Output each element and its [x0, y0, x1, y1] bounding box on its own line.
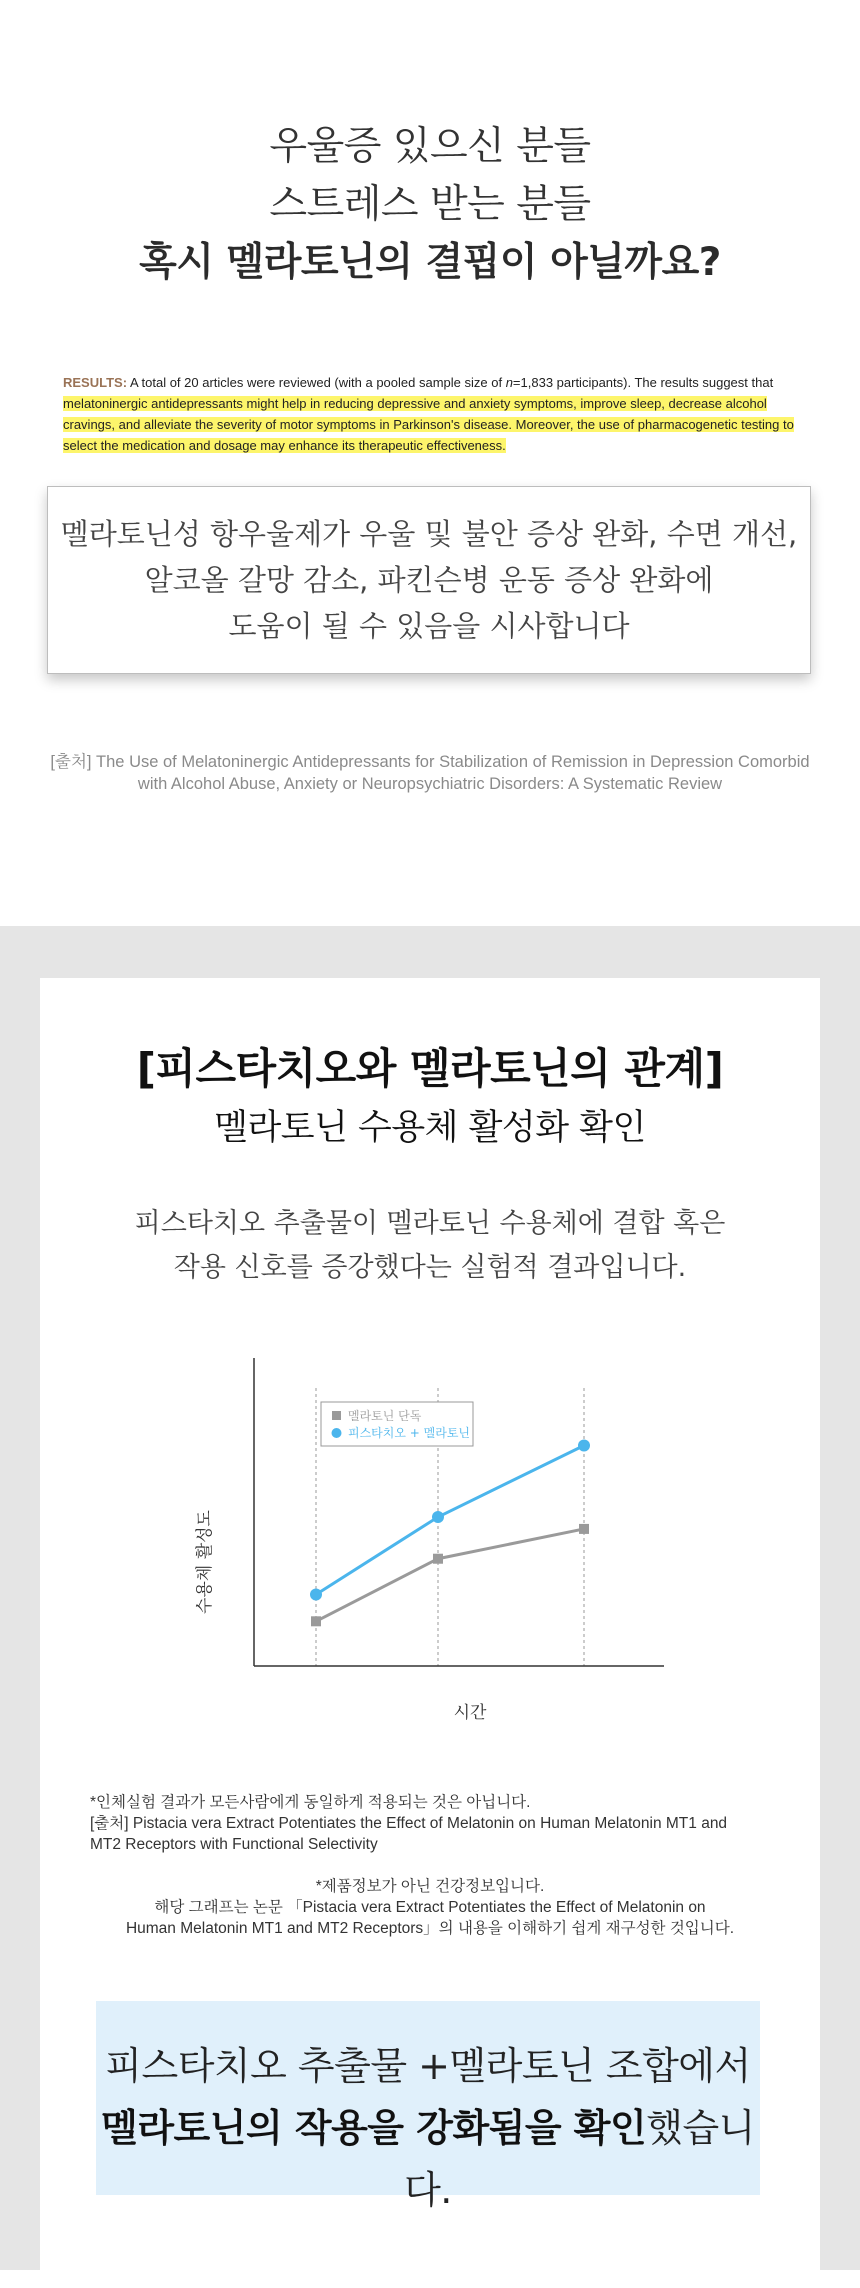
relation-section — [0, 926, 860, 2270]
data-point-s2-2 — [432, 1511, 444, 1523]
results-highlight: melatoninergic antidepressants might help in reducing depressive and anxiety symptoms, improve sleep, decrease alcohol cravings, and alleviate the severity of motor symptoms in Parkinson's disease. Moreover, the use of pharmacogenetic testing to select the medication and dosage may enhance its therapeutic effectiveness. — [63, 396, 794, 453]
headline — [0, 118, 860, 292]
footnote-line-1: *인체실험 결과가 모든사람에게 동일하게 적용되는 것은 아닙니다. — [90, 1794, 531, 1811]
health-info-note — [60, 1876, 800, 1939]
source-line-2: with Alcohol Abuse, Anxiety or Neuropsychiatric Disorders: A Systematic Review — [137, 775, 723, 793]
y-axis-label: 수용체 활성도 — [195, 1510, 215, 1614]
headline-line-1: 우울증 있으신 분들 — [269, 124, 591, 169]
footnote-line-2: [출처] Pistacia vera Extract Potentiates the Effect of Melatonin on Human Melatonin MT1 and — [90, 1815, 728, 1832]
section-title: [피스타치오와 멜라토닌의 관계] — [136, 1044, 724, 1093]
quote-line-3: 도움이 될 수 있음을 시사합니다 — [228, 609, 630, 643]
description-line-1: 피스타치오 추출물이 멜라토닌 수용체에 결합 혹은 — [134, 1208, 726, 1239]
legend-marker-pistachio — [332, 1428, 342, 1438]
intro-section — [0, 0, 860, 926]
legend-label-pistachio: 피스타치오 + 멜라토닌 — [348, 1426, 471, 1440]
quote-box — [47, 486, 811, 674]
conclusion-ending: 했습니다. — [404, 2106, 755, 2212]
headline-line-3: 혹시 멜라토닌의 결핍이 아닐까요? — [139, 240, 721, 285]
conclusion-box — [96, 2001, 760, 2212]
series-line-2 — [316, 1445, 584, 1594]
series-line-1 — [316, 1529, 584, 1621]
description-line-2: 작용 신호를 증강했다는 실험적 결과입니다. — [173, 1252, 687, 1283]
conclusion-line-1: 피스타치오 추출물 +멜라토닌 조합에서 — [105, 2044, 751, 2088]
note-line-1: *제품정보가 아닌 건강정보입니다. — [315, 1878, 545, 1895]
results-n: n — [505, 375, 513, 390]
note-line-3: Human Melatonin MT1 and MT2 Receptors」의 내용을 이해하기 쉽게 재구성한 것입니다. — [125, 1920, 735, 1937]
data-point-s2-1 — [310, 1588, 322, 1600]
results-intro: A total of 20 articles were reviewed (with a pooled sample size of — [127, 375, 506, 390]
data-point-s1-3 — [579, 1524, 589, 1534]
section-description — [40, 1202, 820, 1290]
footnote-line-3: MT2 Receptors with Functional Selectivity — [90, 1836, 378, 1853]
note-line-2: 해당 그래프는 논문 「Pistacia vera Extract Potentiates the Effect of Melatonin on — [154, 1899, 706, 1916]
chart-legend — [321, 1402, 473, 1446]
results-label: RESULTS: — [63, 375, 128, 390]
conclusion-emphasis: 멜라토닌의 작용을 강화됨을 확인 — [101, 2106, 647, 2150]
source-citation — [40, 751, 820, 795]
results-intro-2: =1,833 participants). The results suggest that — [512, 375, 774, 390]
relation-card — [40, 978, 820, 2288]
conclusion-line-2 — [96, 2097, 760, 2221]
data-point-s1-1 — [311, 1616, 321, 1626]
source-line-1: [출처] The Use of Melatoninergic Antidepressants for Stabilization of Remission in Depression Comorbid — [50, 753, 810, 771]
section-subtitle: 멜라토닌 수용체 활성화 확인 — [214, 1108, 646, 1148]
x-axis-label: 시간 — [453, 1703, 487, 1723]
receptor-activity-chart — [190, 1348, 710, 1748]
chart-series — [310, 1439, 590, 1626]
data-point-s1-2 — [433, 1554, 443, 1564]
headline-line-2: 스트레스 받는 분들 — [269, 182, 591, 227]
results-excerpt — [63, 372, 803, 456]
quote-line-2: 알코올 갈망 감소, 파킨슨병 운동 증상 완화에 — [144, 563, 714, 597]
chart-footnote — [90, 1792, 790, 1855]
quote-line-1: 멜라토닌성 항우울제가 우울 및 불안 증상 완화, 수면 개선, — [60, 517, 798, 551]
legend-marker-melatonin — [332, 1411, 341, 1420]
legend-label-melatonin: 멜라토닌 단독 — [348, 1409, 422, 1423]
data-point-s2-3 — [578, 1439, 590, 1451]
